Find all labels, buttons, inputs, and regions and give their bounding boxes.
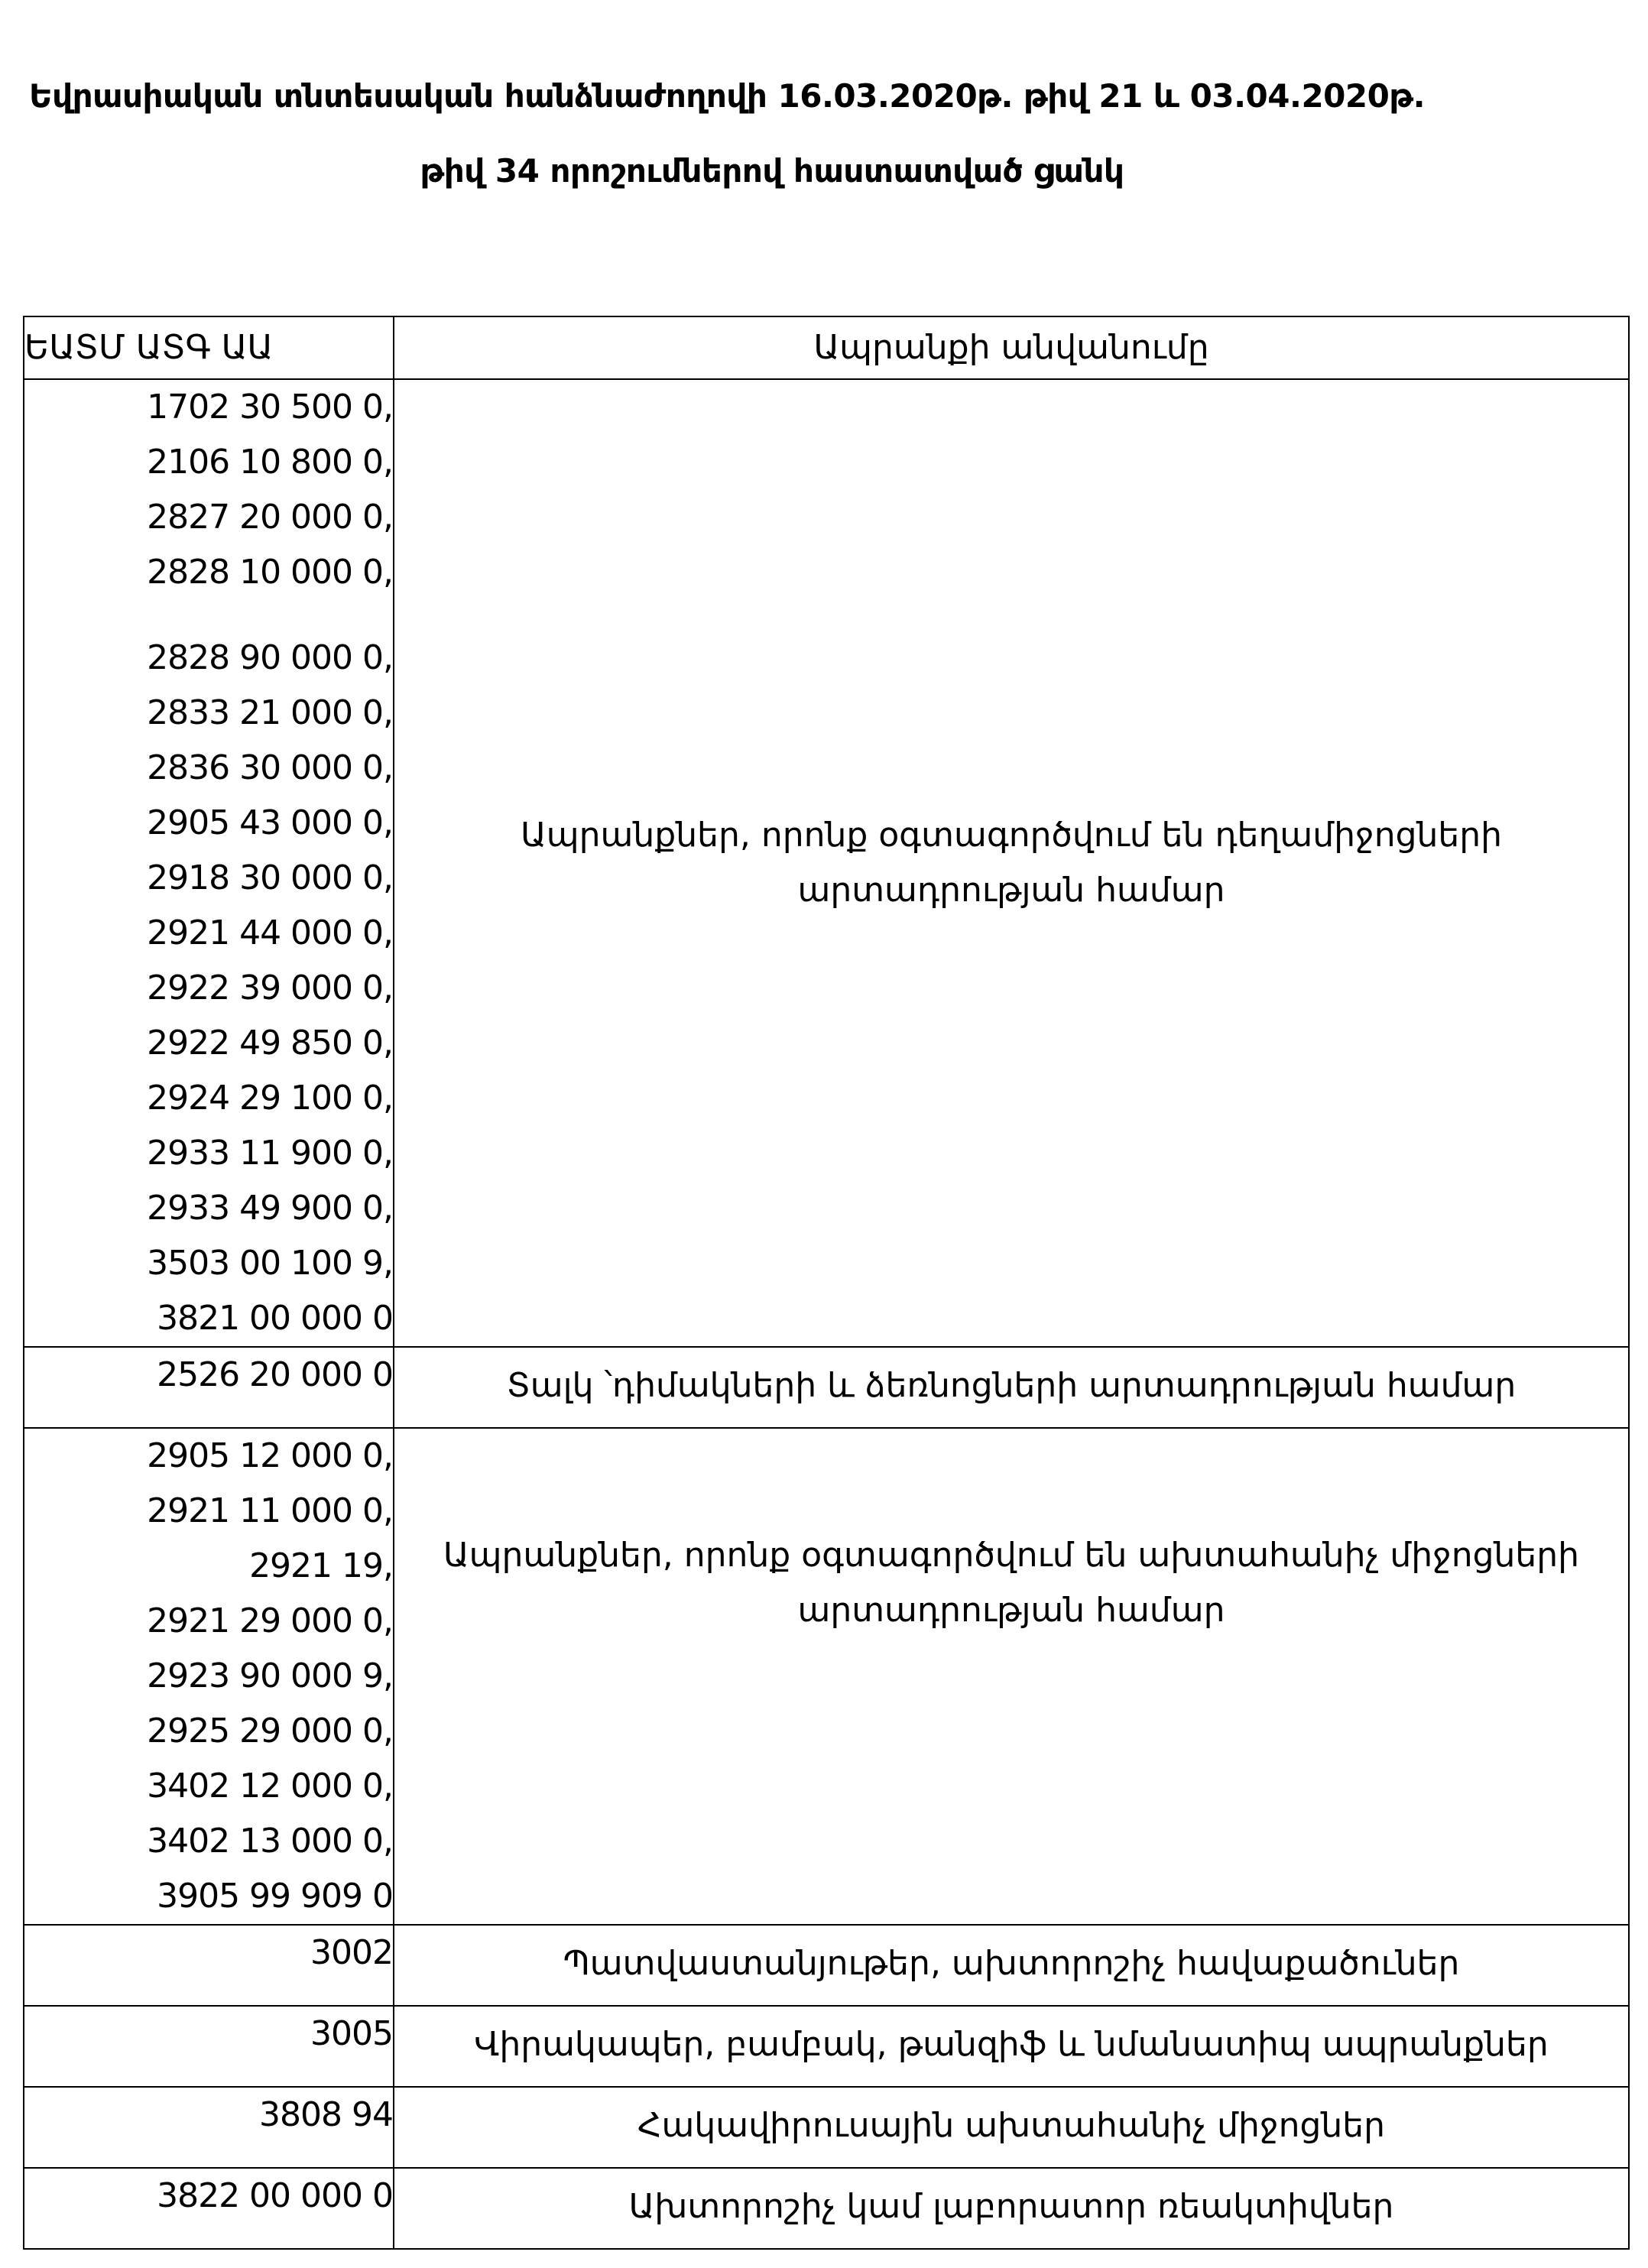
code-value: 2905 12 000 0, (147, 1436, 393, 1475)
code-value: 2526 20 000 0 (157, 1355, 393, 1394)
table-row (24, 2087, 1629, 2168)
goods-name-cell: Ապրանքներ, որոնք օգտագործվում են դեղամիջոցների արտադրության համար (394, 379, 1629, 1347)
table-header-row (24, 316, 1629, 379)
code-value: 3002 (310, 1933, 393, 1972)
table-row (24, 2006, 1629, 2087)
code-value: 3402 13 000 0, (147, 1822, 393, 1861)
goods-table (23, 316, 1630, 2250)
code-value: 3822 00 000 0 (157, 2176, 393, 2215)
code-value: 2836 30 000 0, (147, 748, 393, 787)
table-row (24, 1428, 1629, 1925)
code-value: 2923 90 000 9, (147, 1656, 393, 1695)
document-title-line-2: թիվ 34 որոշումներով հաստատված ցանկ (420, 152, 1124, 190)
code-value: 2918 30 000 0, (147, 858, 393, 897)
code-value: 3808 94 (259, 2095, 393, 2134)
code-value: 2922 49 850 0, (147, 1024, 393, 1063)
code-value: 2933 49 900 0, (147, 1189, 393, 1228)
code-value: 2924 29 100 0, (147, 1079, 393, 1118)
code-value: 2921 11 000 0, (147, 1491, 393, 1530)
code-value: 3503 00 100 9, (147, 1244, 393, 1283)
code-cell (24, 2168, 394, 2249)
code-cell (24, 379, 394, 1347)
code-value: 2827 20 000 0, (147, 498, 393, 537)
code-value: 2833 21 000 0, (147, 693, 393, 732)
table-row (24, 2168, 1629, 2249)
code-value: 2925 29 000 0, (147, 1712, 393, 1750)
goods-name-cell: Տալկ ՝դիմակների և ձեռնոցների արտադրության համար (394, 1347, 1629, 1428)
goods-name-cell: Վիրակապեր, բամբակ, թանզիֆ և նմանատիպ ապրանքներ (394, 2006, 1629, 2087)
code-cell (24, 1347, 394, 1428)
goods-name-cell: Հակավիրուսային ախտահանիչ միջոցներ (394, 2087, 1629, 2168)
code-value: 2921 29 000 0, (147, 1601, 393, 1640)
table-row (24, 1347, 1629, 1428)
code-value: 2828 90 000 0, (147, 638, 393, 677)
goods-name-cell: Ախտորոշիչ կամ լաբորատոր ռեակտիվներ (394, 2168, 1629, 2249)
code-value: 3402 12 000 0, (147, 1767, 393, 1806)
code-value: 2905 43 000 0, (147, 803, 393, 842)
code-cell (24, 1428, 394, 1925)
goods-name-cell: Պատվաստանյութեր, ախտորոշիչ հավաքածուներ (394, 1925, 1629, 2006)
document-title-line-1: Եվրասիական տնտեսական հանձնաժողովի 16.03.2020թ. թիվ 21 և 03.04.2020թ. (29, 77, 1426, 115)
code-cell (24, 1925, 394, 2006)
code-value: 2922 39 000 0, (147, 969, 393, 1007)
goods-name-text: Ապրանքներ, որոնք օգտագործվում են ախտահանիչ միջոցների արտադրության համար (443, 1536, 1580, 1630)
goods-name-cell (394, 1428, 1629, 1925)
code-value: 3905 99 909 0 (157, 1877, 393, 1916)
table-row (24, 1925, 1629, 2006)
code-value: 2921 44 000 0, (147, 913, 393, 952)
code-cell (24, 2087, 394, 2168)
code-value: 3821 00 000 0 (157, 1299, 393, 1338)
code-value: 2106 10 800 0, (147, 443, 393, 482)
code-value: 2921 19, (249, 1546, 393, 1585)
code-value: 1702 30 500 0, (147, 388, 393, 427)
code-cell (24, 2006, 394, 2087)
header-code: ԵԱՏՄ ԱՏԳ ԱԱ (24, 316, 394, 379)
code-value: 2828 10 000 0, (147, 553, 393, 592)
table-row (24, 379, 1629, 1347)
code-value: 3005 (310, 2014, 393, 2053)
header-name: Ապրանքի անվանումը (394, 316, 1629, 379)
code-value: 2933 11 900 0, (147, 1134, 393, 1173)
